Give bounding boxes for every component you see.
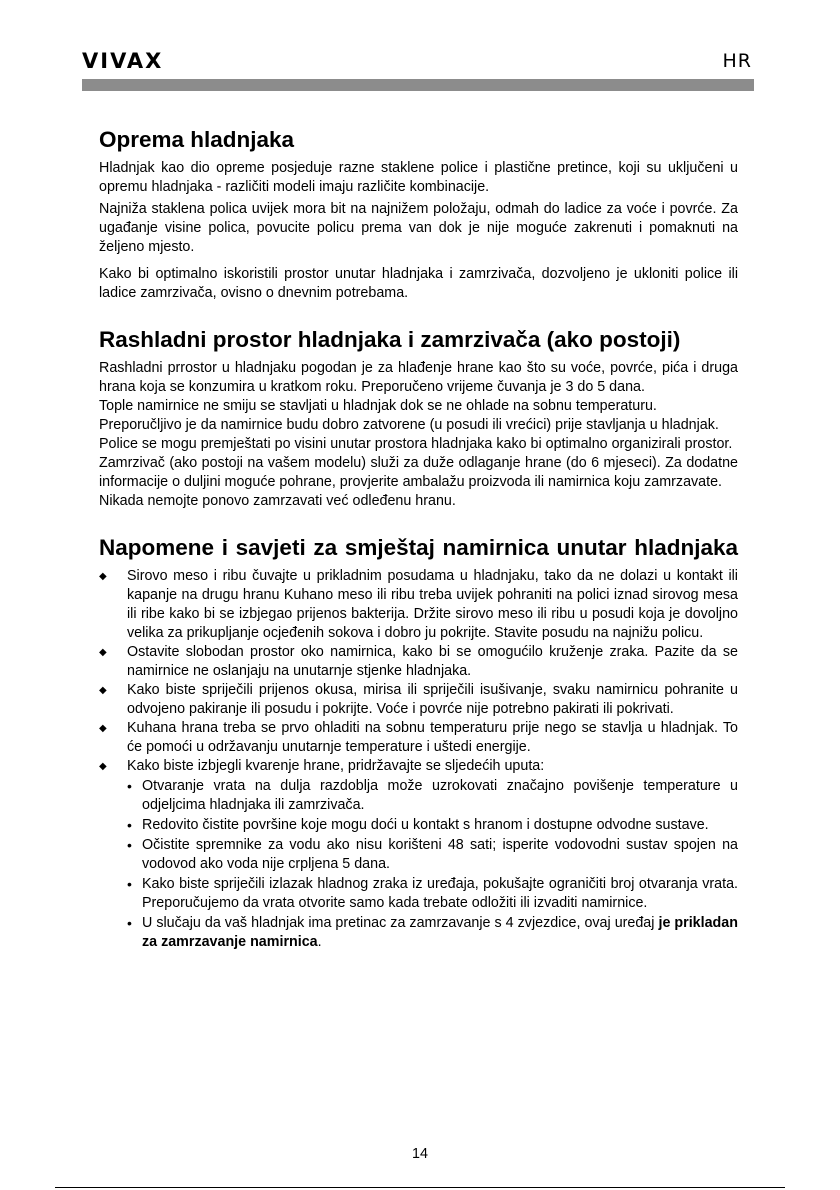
list-item xyxy=(99,643,738,681)
list-item-text: Kako biste izbjegli kvarenje hrane, pridržavajte se sljedećih uputa: xyxy=(127,758,545,774)
paragraph: Hladnjak kao dio opreme posjeduje razne staklene police i plastične pretince, koji su uključeni u opremu hladnjaka - različiti modeli imaju različite kombinacije. xyxy=(99,160,738,195)
page-number: 14 xyxy=(412,1146,428,1162)
dot-bullet-icon: • xyxy=(127,778,132,794)
list-item-text: Sirovo meso i ribu čuvajte u prikladnim posudama u hladnjaku, tako da ne dolazi u kontakt ili kapanje na drugu hranu Kuhano meso ili ribu treba uvijek pohraniti na polici iznad sirovog mesa ili ribe kako bi se izbjegao prijenos bakterija. Držite sirovo meso ili ribu u posudi koja je dovoljno velika za prikupljanje ocjeđenih sokova i dobro ju pokrijte. Stavite posudu na najnižu policu. xyxy=(127,568,738,641)
sentence-end: . xyxy=(317,934,322,950)
list-item xyxy=(99,719,738,757)
section-title: Napomene i savjeti za smještaj namirnica unutar hladnjaka xyxy=(99,535,738,560)
list-item xyxy=(99,567,738,643)
paragraph: Zamrzivač (ako postoji na vašem modelu) služi za duže odlaganje hrane (do 6 mjeseci). Za dodatne informacije o duljini moguće pohrane, provjerite ambalažu proizvoda ili namirnica koju zamrzavate. xyxy=(99,455,738,490)
dot-bullet-icon: • xyxy=(127,915,132,931)
sub-list-item-text: Očistite spremnike za vodu ako nisu korišteni 48 sati; isperite vodovodni sustav spojen na vodovod ako voda nije crpljena 5 dana. xyxy=(142,837,738,872)
list-item xyxy=(99,681,738,719)
bold-emphasis: je prikladan za zamrzavanje namirnica xyxy=(142,915,738,950)
sub-list-item xyxy=(127,836,738,874)
sub-list-item xyxy=(127,914,738,952)
list-item-text: Ostavite slobodan prostor oko namirnica, kako bi se omogućilo kruženje zraka. Pazite da se namirnice ne oslanjaju na unutarnje stjenke hladnjaka. xyxy=(127,644,738,679)
section-title: Oprema hladnjaka xyxy=(99,127,295,152)
tips-list xyxy=(99,567,738,952)
sub-list-item-text: Redovito čistite površine koje mogu doći u kontakt s hranom i dostupne odvodne sustave. xyxy=(142,817,709,833)
language-code: HR xyxy=(722,50,752,72)
brand-logo: VIVAX xyxy=(82,49,164,73)
sub-list-item xyxy=(127,777,738,815)
paragraph: Najniža staklena polica uvijek mora bit na najnižem položaju, odmah do ladice za voće i povrće. Za ugađanje visine polica, povucite policu prema van dok je nije moguće zakrenuti i pomaknuti na željeno mjesto. xyxy=(99,201,738,255)
list-item xyxy=(99,757,738,952)
section-title: Rashladni prostor hladnjaka i zamrzivača (ako postoji) xyxy=(99,327,681,352)
sub-list-item xyxy=(127,816,738,835)
diamond-bullet-icon: ◆ xyxy=(99,723,107,734)
dot-bullet-icon: • xyxy=(127,837,132,853)
sub-list-item-text: U slučaju da vaš hladnjak ima pretinac za zamrzavanje s 4 zvjezdice, ovaj uređaj xyxy=(142,915,659,931)
sub-list xyxy=(127,777,738,952)
paragraph: Kako bi optimalno iskoristili prostor unutar hladnjaka i zamrzivača, dozvoljeno je ukloniti police ili ladice zamrzivača, ovisno o dnevnim potrebama. xyxy=(99,266,738,301)
list-item-text: Kako biste spriječili prijenos okusa, mirisa ili spriječili isušivanje, svaku namirnicu pohranite u odvojeno pakiranje ili posudu i pokrijte. Voće i povrće nije potrebno pakirati ili pokrivati. xyxy=(127,682,738,717)
header-divider-bar xyxy=(82,79,754,91)
paragraph: Rashladni prrostor u hladnjaku pogodan je za hlađenje hrane kao što su voće, povrće, pića i druga hrana koja se konzumira u kratkom roku. Preporučeno vrijeme čuvanja je 3 do 5 dana. xyxy=(99,360,738,395)
paragraph: Nikada nemojte ponovo zamrzavati već odleđenu hranu. xyxy=(99,493,456,509)
sub-list-item-text: Kako biste spriječili izlazak hladnog zraka iz uređaja, pokušajte ograničiti broj otvaranja vrata. Preporučujemo da vrata otvorite samo kada trebate odložiti ili izvaditi namirnice. xyxy=(142,876,738,911)
diamond-bullet-icon: ◆ xyxy=(99,685,107,696)
dot-bullet-icon: • xyxy=(127,817,132,833)
sub-list-item-text: Otvaranje vrata na dulja razdoblja može uzrokovati značajno povišenje temperature u odjeljcima hladnjaka ili zamrzivača. xyxy=(142,778,738,813)
page-header xyxy=(82,49,752,73)
dot-bullet-icon: • xyxy=(127,876,132,892)
diamond-bullet-icon: ◆ xyxy=(99,647,107,658)
section-equipment xyxy=(99,126,738,303)
paragraph: Police se mogu premještati po visini unutar prostora hladnjaka kako bi optimalno organizirali prostor. xyxy=(99,436,733,452)
footer-divider xyxy=(55,1187,785,1188)
page-content xyxy=(99,126,738,975)
section-storage-tips xyxy=(99,534,738,952)
diamond-bullet-icon: ◆ xyxy=(99,761,107,772)
paragraph: Tople namirnice ne smiju se stavljati u hladnjak dok se ne ohlade na sobnu temperaturu. xyxy=(99,398,657,414)
sub-list-item xyxy=(127,875,738,913)
list-item-text: Kuhana hrana treba se prvo ohladiti na sobnu temperaturu prije nego se stavlja u hladnjak. To će pomoći u održavanju unutarnje temperature i uštedi energije. xyxy=(127,720,738,755)
diamond-bullet-icon: ◆ xyxy=(99,571,107,582)
section-cooling-space xyxy=(99,326,738,511)
paragraph: Preporučljivo je da namirnice budu dobro zatvorene (u posudi ili vrećici) prije stavljanja u hladnjak. xyxy=(99,417,719,433)
